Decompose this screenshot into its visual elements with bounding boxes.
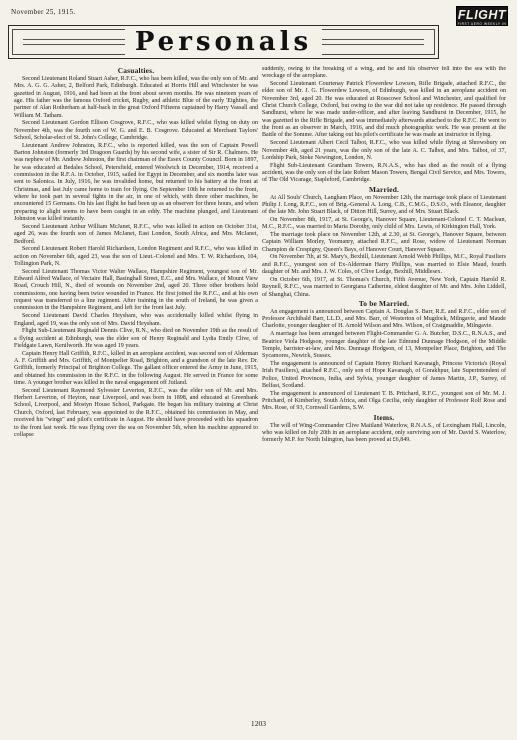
items-heading: Items.: [373, 412, 395, 422]
article-paragraph: Second Lieutenant Albert Cecil Talbot, R.F.C., who was killed while flying at Shrewsbury on November 4th, aged 21 years, was the only son of the late A. C. Talbot, and Mrs. Talbot, of 37, Lordship Park, Stoke Newington, London, N.: [262, 140, 506, 161]
article-paragraph: Second Lieutenant David Charles Heysham, who was accidentally killed whilst flying in England, aged 19, was the only son of Mrs. David Heysham.: [14, 313, 258, 327]
right-column: [262, 66, 506, 714]
article-paragraph: Second Lieutenant Thomas Victor Walter Wallace, Hampshire Regiment, youngest son of Mr. Edward Alfred Wallace, of Vectaire Hall, Basinghall Street, E.C., and Mrs. Wallace, of Mount View Road, Crouch Hill, N., died of wounds on November 2nd, aged 20. Three other brothers hold commissions, one having been twice wounded in France. He first joined the R.F.C., and at his own request was transferred to a line regiment. After training in the south of Ireland, he was given a commission in the Hampshire Regiment, and left for the front last July.: [14, 268, 258, 312]
married-heading: Married.: [368, 184, 400, 194]
article-paragraph: Second Lieutenant Arthur William McJanet, R.F.C., who was killed in action on October 31st, aged 26, was the fourth son of James McJanet, East London, South Africa, and Mrs. McJanet, Bedford.: [14, 223, 258, 245]
article-paragraph: Lieutenant Andrew Johnston, R.F.C., who is reported killed, was the son of Captain Powell Barton Johnston (formerly 3rd Dragoon Guards) by his second wife, a sister of Sir R. Chalmers. He was nephew of Mr. Andrew Johnston, the first chairman of the Essex County Council. Born in 1897, he was educated at Bedales School, Petersfield, entered Woolwich in December, 1914, received a commission in the R.F.A. in October, 1915, sailed for Egypt in December, and six months later was sent to Salonica. In July, 1916, he was invalided home, but returned to his battery at the front at Christmas, and last July came home to train for flying. On September 10th he returned to the front, where he took part in several fights in the air, in one of which, with three other machines, he encountered 15 Germans. On his last flight he had been up as an observer for three hours, and when preparing to alight seems to have been caught in an eddy. The machine plunged, and Lieutenant Johnston was killed instantly.: [14, 142, 258, 223]
article-paragraph: Captain Henry Hall Griffith, R.F.C., killed in an aeroplane accident, was second son of Alderman A. F. Griffith and Mrs. Griffith, of Montpelier Road, Brighton, and a grandson of the late Rev. Dr. Griffith, formerly Principal of Brighton College. The gallant officer entered the Army in June, 1915, and obtained his commission in the R.F.C. in the following August. He served in France for some time. A younger brother was killed in the naval engagement off Jutland.: [14, 350, 258, 387]
page-number: 1203: [250, 719, 267, 728]
article-paragraph: Flight Sub-Lieutenant Reginald Dennis Clive, R.N., who died on November 19th as the result of a flying accident at Edinburgh, was the elder son of Henry Reginald and Lydia Emily Clive, of Fieldgate Lawn, Kenilworth. He was aged 19 years.: [14, 328, 258, 349]
article-paragraph: Second Lieutenant Raymond Sylvester Leverton, R.F.C., was the elder son of Mr. and Mrs. Herbert Leverton, of Heyton, near Liverpool, and was born in 1898, and educated at Greenbank School, Liverpool, and Mostyn House School, Parkgate. He began his military training at Christ Church, Oxford, last February, was appointed to the R.F.C., obtained his commission in May, and received his "wings" and pilot's certificate in August. He should have proceeded with his squadron to the front last week. He was flying over the sea on November 5th, when his machine appeared to collapse: [14, 387, 258, 438]
article-paragraph: On November 8th, 1917, at St. George's, Hanover Square, Lieutenant-Colonel C. T. Maclean, M.C., R.F.C., was married to Maria Dorothy, only child of Mrs. Lewis, of Kirkington Hall, York.: [262, 216, 506, 231]
article-paragraph: The engagement is announced of Lieutenant T. B. Pritchard, R.F.C., youngest son of Mr. M. J. Pritchard, of Kimberley, South Africa, and Olga Cecilia, only daughter of Professor Rolf Rose and Mrs. Rose, of 93, Cornwall Gardens, S.W.: [262, 390, 506, 412]
article-paragraph: On October 6th, 1917, at St. Thomas's Church, Fifth Avenue, New York, Captain Harold R. Reynell, R.F.C., was married to Georgiana Catherine, eldest daughter of Mr. and Mrs. John Liddell, of Shanghai, China.: [262, 276, 506, 298]
logo-subtext: FIRST AERO WEEKLY IN THE WORLD: [457, 22, 507, 30]
to-be-married-heading: To be Married.: [358, 298, 410, 308]
article-paragraph: The will of Wing-Commander Clive Maitland Waterlow, R.N.A.S., of Lexingham Hall, Lincoln, who was killed on July 20th in an aeroplane accident, only surviving son of Mr. David S. Waterlow, formerly M.P. for North Islington, has been proved at £6,849.: [262, 422, 506, 444]
left-column: [14, 66, 258, 714]
article-paragraph: On November 7th, at St. Mary's, Bexhill, Lieutenant Arnold Webb Phillips, M.C., Royal Fusiliers and R.F.C., youngest son of Ex-Alderman Harry Phillips, was married to Elsie Maud, fourth daughter of Mr. and Mrs. J. W. Coles, of Clive Lodge, Bexhill, Middlesex.: [262, 254, 506, 276]
section-title: Personals: [125, 27, 322, 57]
article-paragraph: Second Lieutenant Roland Stuart Asher, R.F.C., who has been killed, was the only son of Mr. and Mrs. A. G. G. Asher, 2, Belford Park, Edinburgh. Educated at Horris Hill and Winchester he was gazetted in August, 1916, and had been at the front about seven months. He was nineteen years of age. His father was the famous Oxford cricket, Rugby, and athletic Blue of the early 'Eighties, the partner of Alan Rotherham at half-back in the great Oxford Fifteens captained by Harry Vassall and William M. Tatham.: [14, 75, 258, 119]
section-banner: [8, 25, 439, 59]
casualties-heading: Casualties.: [117, 66, 155, 75]
article-paragraph: An engagement is announced between Captain A. Douglas S. Barr, R.E. and R.F.C., elder son of Professor Archibald Barr, LL.D., and Mrs. Barr, of Westerton of Mugdock, Milngavie, and Maude Charlotte, younger daughter of H. Arnold Wilson and Mrs. Wilson, of Craigmaddie, Milngavie.: [262, 308, 506, 330]
article-paragraph: Second Lieutenant Gordon Ellison Cosgrove, R.F.C., who was killed whilst flying on duty on November 4th, was the fourth son of W. G. and E. B. Cosgrove. Educated at Merchant Taylors' School, Scholar-elect of St. John's College, Cambridge.: [14, 120, 258, 141]
flight-logo: [456, 6, 508, 30]
logo-text: FLIGHT: [457, 8, 507, 22]
article-paragraph: Second Lieutenant Courtenay Patrick Flowerdew Lowson, Rifle Brigade, attached R.F.C., the elder son of Mr. J. G. Flowerdew Lowson, of Edinburgh, was killed in an aeroplane accident on November 3rd, aged 20. He was educated at Rosscowe School and Winchester, and qualified for Christ Church College, Oxford, but owing to the war did not take up residence. He passed through Sandhurst, where he was made under-officer, and after leaving Sandhurst in December, 1915, he was gazetted to the Rifle Brigade, and was immediately afterwards attached to the R.F.C. He went to the front as an observer in March, 1916, and did much photographic work. He was present at the Battle of the Somme. After taking out his pilot's certificate he was made an instructor in flying.: [262, 81, 506, 139]
article-paragraph: A marriage has been arranged between Flight-Commander G. A. Butcher, D.S.C., R.N.A.S., and Beatrice Viola Hodgson, younger daughter of the late Edmund Dunnage Hodgson, of the Middle Temple, barrister-at-law, and Mrs. Dunnage Hodgson, of 13, Montpelier Place, Brighton, and The Sycamores, Newick, Sussex.: [262, 331, 506, 360]
issue-date: November 25, 1915.: [11, 8, 76, 16]
article-paragraph: Second Lieutenant Robert Harold Richardson, London Regiment and R.F.C., who was killed in action on November 6th, aged 23, was the son of Lieut.-Colonel and Mrs. T. W. Richardson, 104, Tollington Park, N.: [14, 246, 258, 267]
article-paragraph: Flight Sub-Lieutenant Grantham Towers, R.N.A.S., who has died as the result of a flying accident, was the only son of the late Robert Mason Towers, Bengal Civil Service, and Mrs. Towers, of The Old Vicarage, Stapleford, Cambridge.: [262, 162, 506, 184]
article-paragraph: The marriage took place on November 12th, at 2.30, at St. George's, Hanover Square, between Captain William Morley, Yeomanry, attached R.F.C., and Rose, widow of Lieutenant Norman Champion de Crespigny, Queen's Bays, of Hanover Court, Hanover Square.: [262, 232, 506, 253]
article-paragraph: At All Souls' Church, Langham Place, on November 12th, the marriage took place of Lieutenant Philip J. Long, R.F.C., son of Brig.-General A. Long, C.B., C.M.G., D.S.O., with Eleanor, daughter of the late Mr. John Stuart Black, of Ditton Hill, Surrey, and of Mrs. Stuart Black.: [262, 194, 506, 216]
banner-frame: [12, 29, 435, 55]
article-paragraph: suddenly, owing to the breaking of a wing, and he and his observer fell into the sea with the wreckage of the aeroplane.: [262, 66, 506, 80]
article-paragraph: The engagement is announced of Captain Henry Richard Kavanagh, Princess Victoria's (Royal Irish Fusiliers), attached R.F.C., only son of Hope Kavanagh, of Gorakhpur, late Superintendent of Police, United Provinces, India, and Sylvia, younger daughter of James Martin, J.P., Surrey, of Belfast, Scotland.: [262, 360, 506, 389]
